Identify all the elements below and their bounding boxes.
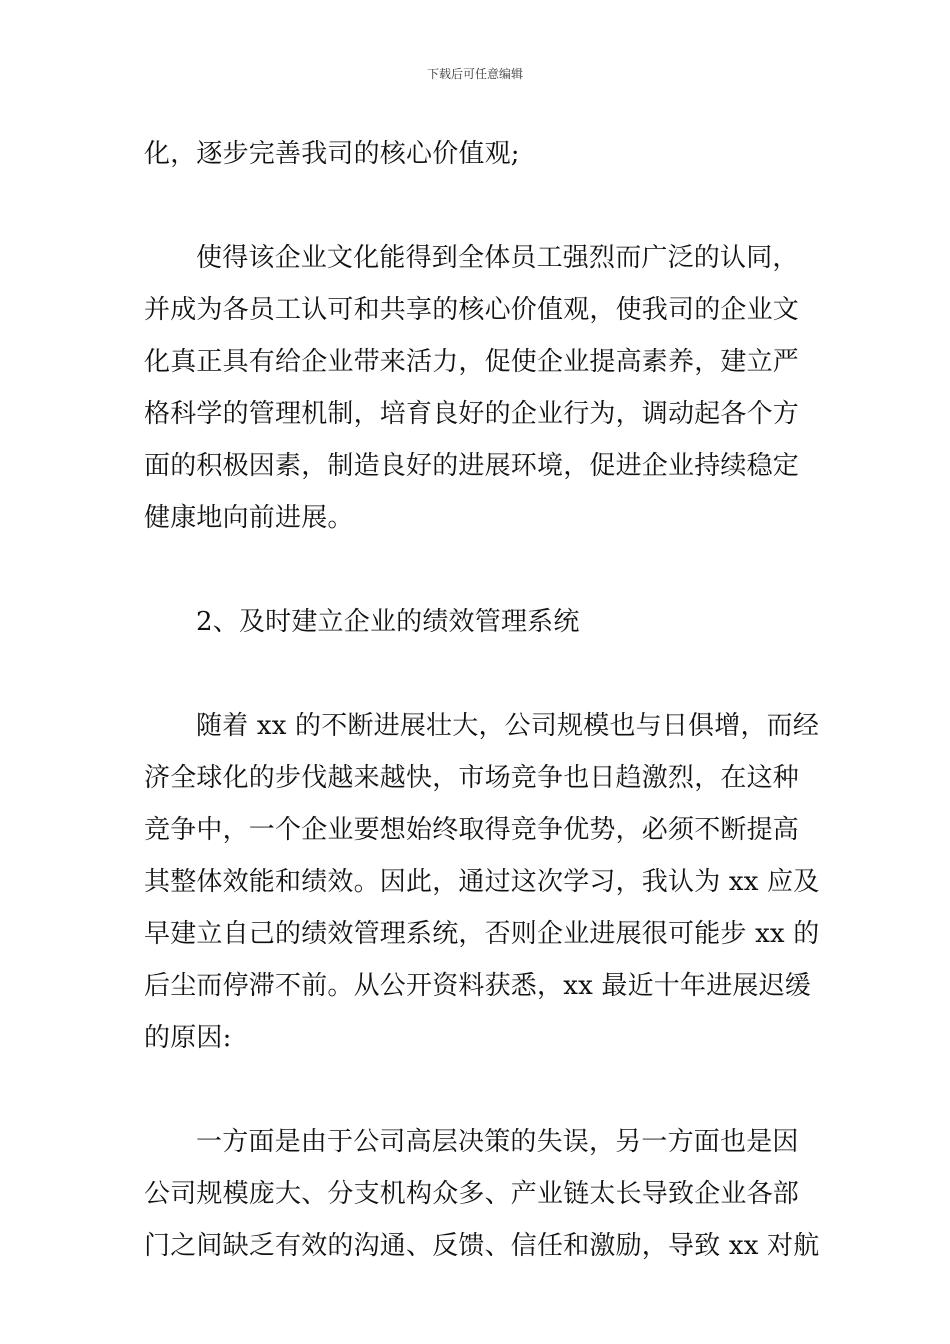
- paragraph: [144, 232, 810, 544]
- text-line: 随着 xx 的不断进展壮大，公司规模也与日俱增，而经: [196, 711, 820, 741]
- text-line: 济全球化的步伐越来越快，市场竞争也日趋激烈，在这种: [144, 763, 800, 793]
- paragraph: [144, 700, 820, 1064]
- paragraph-gap: [144, 648, 810, 700]
- text-line: 其整体效能和绩效。因此，通过这次学习，我认为 xx 应及: [144, 867, 820, 897]
- paragraph: [144, 128, 810, 180]
- text-line: 面的积极因素，制造良好的进展环境，促进企业持续稳定: [144, 451, 800, 481]
- text-line: 化，逐步完善我司的核心价值观;: [144, 139, 520, 169]
- paragraph-gap: [144, 544, 810, 596]
- text-line: 健康地向前进展。: [144, 503, 354, 533]
- text-line: 早建立自己的绩效管理系统，否则企业进展很可能步 xx 的: [144, 919, 820, 949]
- paragraph: [144, 1116, 820, 1272]
- text-line: 并成为各员工认可和共享的核心价值观，使我司的企业文: [144, 295, 800, 325]
- text-line: 公司规模庞大、分支机构众多、产业链太长导致企业各部: [144, 1179, 800, 1209]
- text-line: 使得该企业文化能得到全体员工强烈而广泛的认同，: [196, 243, 799, 273]
- text-line: 的原因:: [144, 1023, 232, 1053]
- section-heading: [144, 596, 810, 648]
- text-line: 格科学的管理机制，培育良好的企业行为，调动起各个方: [144, 399, 800, 429]
- document-body: [144, 128, 820, 1272]
- page-header: 下载后可任意编辑: [426, 67, 523, 81]
- text-line: 2、及时建立企业的绩效管理系统: [196, 607, 580, 637]
- text-line: 化真正具有给企业带来活力，促使企业提高素养，建立严: [144, 347, 800, 377]
- text-line: 一方面是由于公司高层决策的失误，另一方面也是因: [196, 1127, 799, 1157]
- paragraph-gap: [144, 1064, 810, 1116]
- text-line: 竞争中，一个企业要想始终取得竞争优势，必须不断提高: [144, 815, 800, 845]
- text-line: 后尘而停滞不前。从公开资料获悉，xx 最近十年进展迟缓: [144, 971, 811, 1001]
- paragraph-gap: [144, 180, 810, 232]
- text-line: 门之间缺乏有效的沟通、反馈、信任和激励，导致 xx 对航: [144, 1231, 820, 1261]
